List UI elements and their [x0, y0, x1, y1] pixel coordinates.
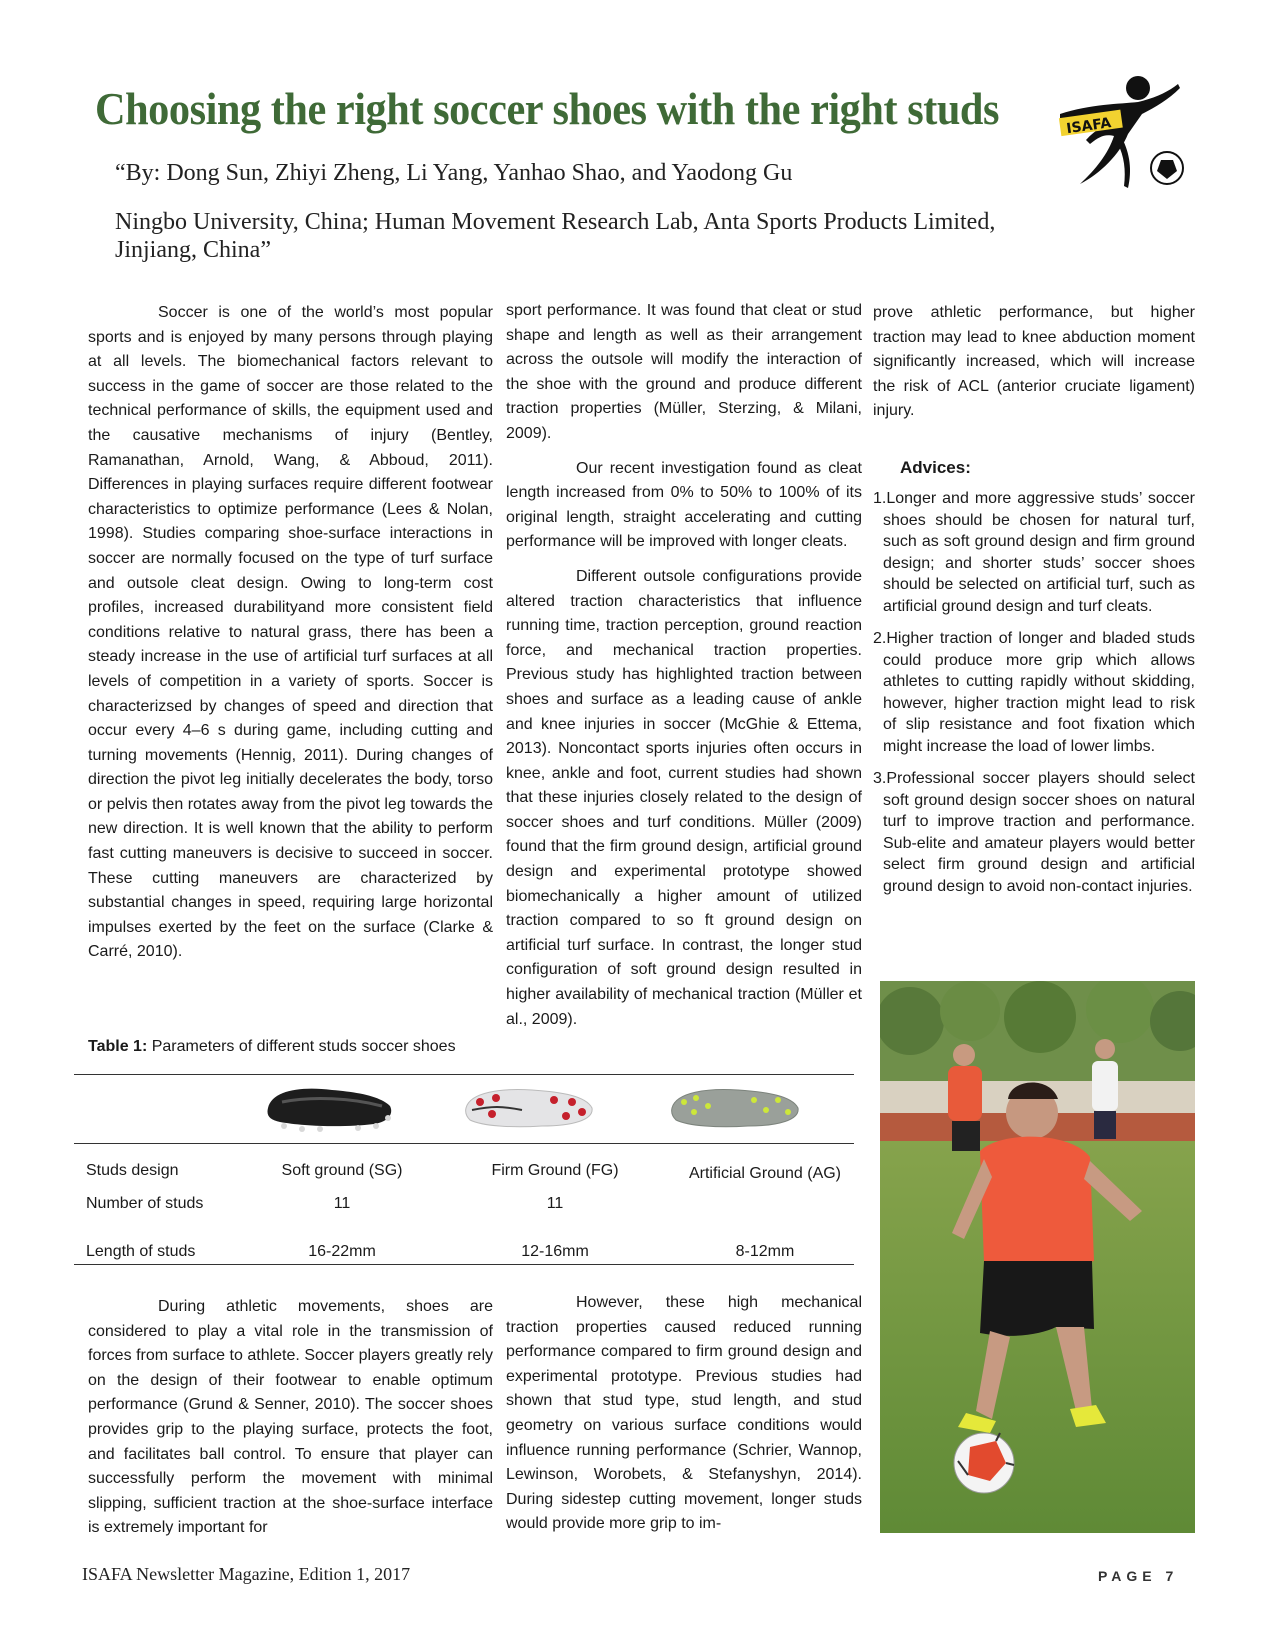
advices-list — [873, 488, 1195, 908]
footer-publication: ISAFA Newsletter Magazine, Edition 1, 2017 — [82, 1564, 411, 1584]
table-caption-text: Parameters of different studs soccer shoes — [147, 1038, 456, 1055]
body-paragraph: sport performance. It was found that cleat or stud shape and length as well as their arrangement across the outsole will modify the interaction of the shoe with the ground and produce different traction properties (Müller, Sterzing, & Milani, 2009). — [506, 302, 862, 442]
soccer-players-photo — [880, 981, 1195, 1533]
cell-fg-design: Firm Ground (FG) — [491, 1162, 619, 1179]
body-paragraph: During athletic movements, shoes are considered to play a vital role in the transmission of forces from surface to athlete. Soccer players greatly rely on the design of their footwear to enable optimum performance (Grund & Senner, 2010). The soccer shoes provides grip to the playing surface, protects the foot, and facilitates ball control. To ensure that player can successfully perform the movement with minimal slipping, sufficient traction at the shoe-surface interface is extremely important for — [88, 1298, 493, 1537]
body-paragraph: Soccer is one of the world’s most popular sports and is enjoyed by many persons through playing at all levels. The biomechanical factors relevant to success in the game of soccer are those related to the technical performance of skills, the equipment used and the causative mechanisms of injury (Bentley, Ramanathan, Arnold, Wang, & Abboud, 2011). Differences in playing surfaces require different footwear characteristics to optimize performance (Lees & Nolan, 1998). Studies comparing shoe-surface interactions in soccer are normally focused on the type of turf surface and outsole cleat design. Owing to long-term cost profiles, increased durabilityand more consistent field conditions relative to natural grass, there has been a steady increase in the use of artificial turf surfaces at all levels of competition in a variety of sports. Soccer is characterizsed by changes of speed and direction that occur every 4–6 s during game, including cutting and turning movements (Hennig, 2011). During changes of direction the pivot leg initially decelerates the body, torso or pelvis then rotates away from the pivot leg towards the new direction. It is well known that the ability to perform fast cutting maneuvers is decisive to succeed in soccer. These cutting maneuvers are characterized by substantial changes in speed, requiring large horizontal impulses exerted by the feet on the surface (Clarke & Carré, 2010). — [88, 304, 493, 961]
table-header-rule — [74, 1143, 854, 1144]
table-top-rule — [74, 1074, 854, 1075]
body-paragraph: Our recent investigation found as cleat length increased from 0% to 50% to 100% of its original length, straight accelerating and cutting performance will be improved with longer cleats. — [506, 459, 862, 551]
column-1 — [88, 301, 493, 975]
row-label-length: Length of studs — [86, 1243, 196, 1260]
advice-item: 1.Longer and more aggressive studs’ soccer shoes should be chosen for natural turf, such as soft ground design and firm ground design; and shorter studs’ soccer shoes should be selected on artificial turf, such as artificial ground design and turf cleats. — [873, 490, 1195, 615]
cell-sg-design: Soft ground (SG) — [281, 1162, 403, 1179]
row-label-design: Studs design — [86, 1162, 179, 1179]
cell-ag-length: 8-12mm — [735, 1243, 795, 1260]
body-paragraph: Different outsole configurations provide altered traction characteristics that influence running time, traction perception, ground reaction force, and mechanical traction properties. Previous study has highlighted traction between shoes and surface as a leading cause of ankle and knee injuries in soccer (McGhie & Ettema, 2013). Noncontact sports injuries often occurs in knee, ankle and foot, current studies had shown that these injuries closely related to the design of soccer shoes and turf conditions. Müller (2009) found that the firm ground design, artificial ground design and experimental prototype showed biomechanically a higher amount of utilized traction compared to so ft ground design on artificial turf surface. In contrast, the longer stud configuration of soft ground design resulted in higher availability of mechanical traction (Müller et al., 2009). — [506, 567, 862, 1028]
cell-fg-studs: 11 — [546, 1195, 564, 1212]
cell-sg-studs: 11 — [333, 1195, 351, 1212]
author-byline: “By: Dong Sun, Zhiyi Zheng, Li Yang, Yanhao Shao, and Yaodong Gu — [115, 160, 793, 186]
cell-sg-length: 16-22mm — [308, 1243, 376, 1260]
advice-item: 3.Professional soccer players should select soft ground design soccer shoes on natural turf to improve traction and performance. Sub-elite and amateur players would better select firm ground design and artificial ground design to avoid non-contact injuries. — [873, 770, 1195, 895]
isafa-logo — [1050, 74, 1185, 192]
table-bottom-rule — [74, 1264, 854, 1265]
column-4 — [88, 1295, 493, 1551]
row-label-number: Number of studs — [86, 1195, 204, 1212]
author-affiliation: Ningbo University, China; Human Movement Research Lab, Anta Sports Products Limited, Jinjiang, China” — [115, 209, 996, 263]
column-3 — [873, 301, 1195, 434]
artificial-ground-shoe-image — [668, 1082, 803, 1138]
cell-ag-design: Artificial Ground (AG) — [688, 1165, 842, 1182]
page-number: PAGE 7 — [1098, 1568, 1179, 1584]
cell-fg-length: 12-16mm — [521, 1243, 589, 1260]
body-paragraph: However, these high mechanical traction properties caused reduced running performance compared to firm ground design and experimental prototype. Previous studies had shown that stud type, stud length, and stud geometry on various surface conditions would influence running performance (Schrier, Wannop, Lewinson, Worobets, & Stefanyshyn, 2014). During sidestep cutting movement, longer studs would provide more grip to im- — [506, 1294, 862, 1533]
body-paragraph: prove athletic performance, but higher traction may lead to knee abduction moment significantly increased, which will increase the risk of ACL (anterior cruciate ligament) injury. — [873, 304, 1195, 420]
advice-item: 2.Higher traction of longer and bladed studs could produce more grip which allows athletes to cutting rapidly without skidding, however, higher traction might lead to risk of slip resistance and foot fixation which might increase the load of lower limbs. — [873, 630, 1195, 755]
advices-heading: Advices: — [900, 458, 971, 477]
soft-ground-shoe-image — [262, 1078, 397, 1138]
article-title: Choosing the right soccer shoes with the right studs — [95, 83, 1000, 134]
logo-text: ISAFA — [1065, 115, 1113, 138]
firm-ground-shoe-image — [462, 1080, 597, 1138]
table-caption — [88, 1038, 456, 1056]
column-2 — [506, 299, 862, 1042]
column-5 — [506, 1291, 862, 1547]
table-caption-label: Table 1: — [88, 1038, 148, 1055]
